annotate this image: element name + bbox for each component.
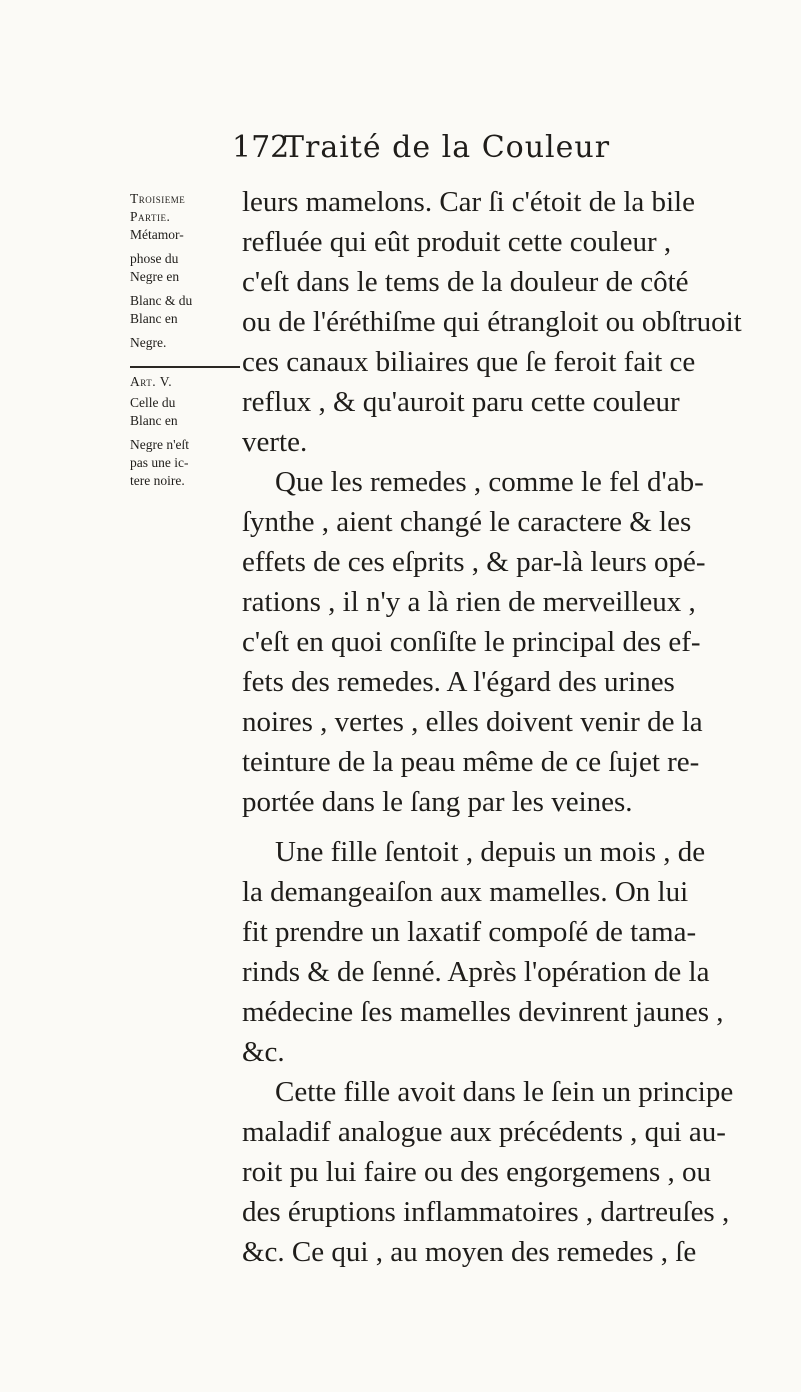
text-line: noires , vertes , elles doivent venir de la — [242, 706, 703, 738]
text-line: leurs mamelons. Car ſi c'étoit de la bile — [242, 186, 695, 218]
text-line: rations , il n'y a là rien de merveilleux , — [242, 586, 696, 618]
margin-note: Celle du — [130, 395, 176, 410]
margin-note: Partie. — [130, 209, 171, 224]
text-line: médecine ſes mamelles devinrent jaunes , — [242, 996, 724, 1028]
text-line: des éruptions inflammatoires , dartreuſes , — [242, 1196, 730, 1228]
margin-rule — [130, 366, 240, 368]
margin-note: Troisieme — [130, 191, 186, 206]
margin-note: Negre. — [130, 335, 167, 350]
text-line: verte. — [242, 426, 308, 458]
text-line: Que les remedes , comme le fel d'ab- — [275, 466, 704, 498]
margin-note: Art. V. — [130, 374, 173, 389]
text-line: maladif analogue aux précédents , qui au- — [242, 1116, 726, 1148]
text-line: Une fille ſentoit , depuis un mois , de — [275, 836, 706, 868]
text-line: fets des remedes. A l'égard des urines — [242, 666, 675, 698]
margin-note: Negre n'eſt — [130, 437, 190, 452]
text-line: effets de ces eſprits , & par-là leurs opé- — [242, 546, 706, 578]
text-line: teinture de la peau même de ce ſujet re- — [242, 746, 700, 778]
text-line: la demangeaiſon aux mamelles. On lui — [242, 876, 689, 908]
text-line: ces canaux biliaires que ſe feroit fait ce — [242, 346, 696, 378]
margin-note: Negre en — [130, 269, 180, 284]
text-line: fit prendre un laxatif compoſé de tama- — [242, 916, 697, 948]
page-number: 172 — [232, 130, 290, 165]
margin-note: Blanc en — [130, 413, 178, 428]
margin-note: Blanc en — [130, 311, 178, 326]
running-title: Traité de la Couleur — [284, 130, 611, 165]
margin-note: Métamor- — [130, 227, 184, 242]
margin-note: phose du — [130, 251, 179, 266]
text-line: roit pu lui faire ou des engorgemens , ou — [242, 1156, 711, 1188]
margin-note: pas une ic- — [130, 455, 189, 470]
text-line: &c. Ce qui , au moyen des remedes , ſe — [242, 1236, 697, 1268]
text-line: reflux , & qu'auroit paru cette couleur — [242, 386, 680, 418]
text-line: refluée qui eût produit cette couleur , — [242, 226, 672, 258]
text-line: &c. — [242, 1036, 285, 1068]
text-line: rinds & de ſenné. Après l'opération de la — [242, 956, 710, 988]
margin-note: tere noire. — [130, 473, 185, 488]
text-line: ou de l'éréthiſme qui étrangloit ou obſtruoit — [242, 306, 742, 338]
text-line: c'eſt dans le tems de la douleur de côté — [242, 266, 689, 298]
margin-note: Blanc & du — [130, 293, 193, 308]
text-line: Cette fille avoit dans le ſein un principe — [275, 1076, 734, 1108]
text-line: ſynthe , aient changé le caractere & les — [242, 506, 692, 538]
text-line: portée dans le ſang par les veines. — [242, 786, 633, 818]
text-line: c'eſt en quoi conſiſte le principal des ef- — [242, 626, 701, 658]
page-header — [232, 128, 772, 168]
